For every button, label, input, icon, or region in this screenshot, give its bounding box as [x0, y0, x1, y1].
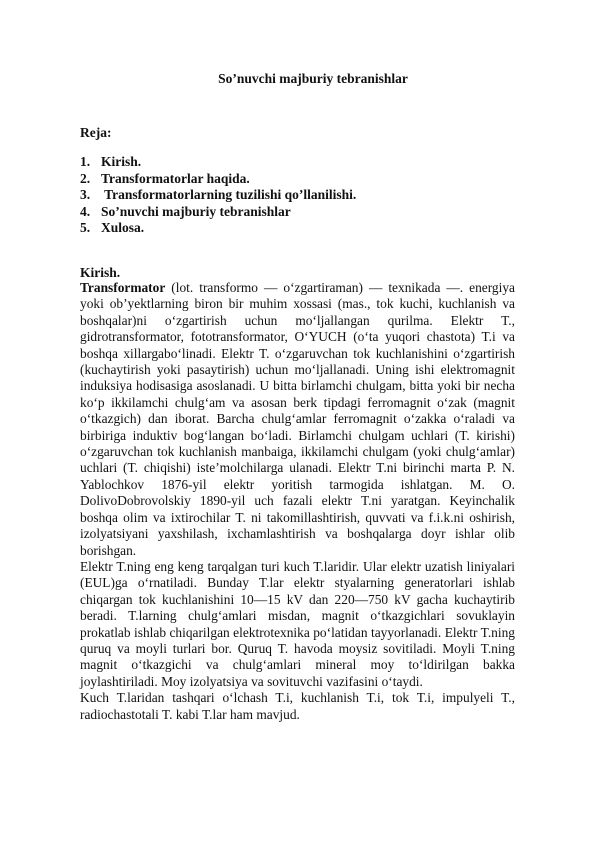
plan-item-number: 4. — [80, 203, 91, 219]
plan-item-text: Kirish. — [101, 154, 142, 169]
plan-item-text: So’nuvchi majburiy tebranishlar — [101, 203, 291, 219]
plan-item-number: 5. — [80, 220, 91, 235]
plan-item-number: 2. — [80, 170, 91, 186]
plan-item — [80, 171, 356, 188]
intro-term: Transformator — [80, 280, 166, 295]
intro-paragraph-text: (lot. transformo — oʻzgartiraman) — texnikada —. energiya yoki obʼyektlarning biron bir muhim xossasi (mas., tok kuchi, kuchlanish va boshqalar)ni oʻzgartirish uchun moʻljallangan qurilma. Elektr T., gidrotransformator, fototransformator, OʻYUCH (oʻta yuqori chastota) T.i va boshqa xillargaboʻlinadi. Elektr T. oʻzgaruvchan tok kuchlanishini oʻzgartirish (kuchaytirish yoki pasaytirish) uchun moʻljallanadi. Uning ishi elektromagnit induksiya hodisasiga asoslanadi. U bitta birlamchi chulgam, bitta yoki bir necha koʻp ikkilamchi chulgʻam va asosan berk tipdagi ferromagnit oʻzak (magnit oʻtkazgich) dan iborat. Barcha chulgʻamlar ferromagnit oʻzakka oʻraladi va birbiriga induktiv bogʻlangan boʻladi. Birlamchi chulgam uchlari (T. kirishi) oʻzgaruvchan tok kuchlanish manbaiga, ikkilamchi chulgam (yoki chulgʻamlar) uchlari (T. chiqishi) isteʼmolchilarga ulanadi. Elektr T.ni birinchi marta P. N. Yablochkov 1876-yil elektr yoritish tarmogida ishlatgan. M. O. DolivoDobrovolskiy 1890-yil uch fazali elektr T.ni yaratgan. Keyinchalik boshqa olim va ixtirochilar T. ni takomillashtirish, quvvati va f.i.k.ni oshirish, izolyatsiyani yaxshilash, ixchamlashtirish va boshqalarga doyr ishlar olib borishgan. — [80, 280, 515, 558]
plan-item — [80, 154, 356, 171]
plan-item — [80, 204, 356, 221]
intro-paragraph — [80, 280, 515, 559]
plan-item — [80, 187, 356, 204]
intro-paragraph: Kuch T.laridan tashqari oʻlchash T.i, kuchlanish T.i, tok T.i, impulyeli T., radiochastotali T. kabi T.lar ham mavjud. — [80, 690, 515, 722]
document-title: So’nuvchi majburiy tebranishlar — [218, 71, 408, 86]
plan-item-text: Transformatorlarning tuzilishi qo’llanilishi. — [101, 187, 357, 202]
intro-body — [80, 280, 515, 723]
intro-heading: Kirish. — [80, 265, 121, 280]
plan-item-text: Transformatorlar haqida. — [101, 170, 250, 186]
plan-item-text: Xulosa. — [101, 220, 145, 235]
plan-item-number: 1. — [80, 154, 91, 169]
plan-item-number: 3. — [80, 187, 91, 202]
plan-list — [80, 154, 356, 237]
plan-heading: Reja: — [80, 125, 112, 140]
plan-item — [80, 220, 356, 237]
intro-paragraph: Elektr T.ning eng keng tarqalgan turi kuch T.laridir. Ular elektr uzatish liniyalari (EUL)ga oʻrnatiladi. Bunday T.lar elektr styalarning generatorlari ishlab chiqargan tok kuchlanishini 10—15 kV dan 220—750 kV gacha kuchaytirib beradi. T.larning chulgʻamlari misdan, magnit oʻtkazgichlari sovuklayin prokatlab ishlab chiqarilgan elektrotexnika poʻlatidan tayyorlanadi. Elektr T.ning quruq va moyli turlari bor. Quruq T. havoda moysiz sovitiladi. Moyli T.ning magnit oʻtkazgichi va chulgʻamlari mineral moy toʻldirilgan bakka joylashtiriladi. Moy izolyatsiya va sovituvchi vazifasini oʻtaydi. — [80, 558, 515, 689]
